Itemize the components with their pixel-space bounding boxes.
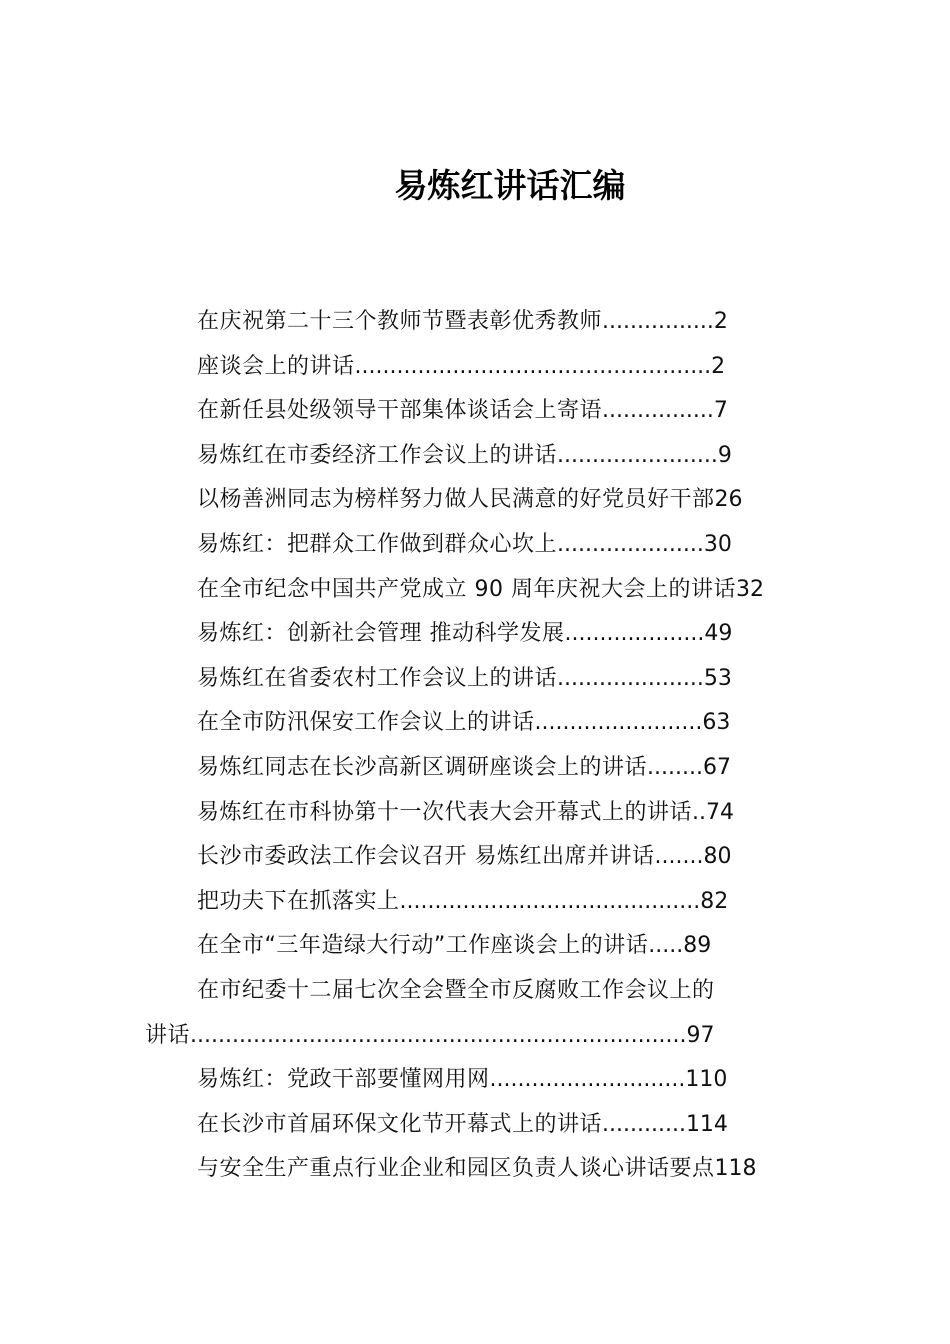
toc-leader: ................................................... (354, 353, 712, 379)
toc-entry[interactable] (197, 347, 725, 387)
toc-page-number: 26 (714, 487, 743, 513)
toc-entry[interactable] (197, 926, 711, 966)
toc-entry[interactable] (197, 570, 764, 610)
toc-leader: ........................ (534, 710, 703, 736)
toc-entry-title: 在新任县处级领导干部集体谈话会上寄语 (197, 398, 603, 424)
toc-leader: ............ (602, 1111, 686, 1137)
toc-entry-title: 在庆祝第二十三个教师节暨表彰优秀教师 (197, 309, 603, 334)
toc-page-number: 9 (717, 442, 732, 468)
toc-entry[interactable] (197, 971, 715, 1011)
toc-leader: ....................................................................... (190, 1022, 687, 1048)
toc-page-number: 2 (713, 309, 728, 334)
toc-entry-title: 易炼红：党政干部要懂网用网 (197, 1067, 490, 1093)
toc-entry[interactable] (197, 659, 732, 699)
toc-entry[interactable] (197, 436, 732, 476)
toc-page-number: 63 (702, 710, 731, 736)
toc-page-number: 82 (700, 888, 729, 914)
toc-page-number: 97 (686, 1022, 715, 1048)
toc-entry[interactable] (197, 1149, 757, 1189)
toc-entry[interactable] (197, 748, 731, 788)
toc-page-number: 74 (706, 799, 735, 825)
toc-leader: ....... (654, 844, 704, 870)
toc-page-number: 89 (683, 933, 712, 959)
toc-page-number: 118 (714, 1156, 757, 1182)
toc-entry-title: 易炼红在市委经济工作会议上的讲话 (197, 442, 558, 468)
toc-page-number: 32 (735, 576, 764, 602)
toc-leader: ....................... (557, 442, 718, 468)
toc-entry-title: 在全市防汛保安工作会议上的讲话 (197, 710, 535, 736)
toc-entry[interactable] (197, 614, 732, 654)
toc-entry[interactable] (197, 793, 734, 833)
toc-entry[interactable] (197, 1105, 728, 1145)
document-title: 易炼红讲话汇编 (394, 166, 626, 205)
toc-entry-continuation[interactable] (145, 1016, 715, 1056)
toc-leader: ............................ (489, 1067, 686, 1093)
toc-leader: ................ (602, 398, 714, 424)
toc-leader: .. (692, 799, 707, 825)
toc-leader: ..................... (557, 532, 704, 557)
toc-entry[interactable] (197, 391, 728, 431)
toc-entry[interactable] (197, 837, 731, 877)
toc-page-number: 2 (711, 353, 726, 379)
toc-page-number: 49 (704, 621, 733, 647)
toc-entry-title: 讲话 (145, 1022, 191, 1048)
toc-entry-title: 在市纪委十二届七次全会暨全市反腐败工作会议上的 (197, 978, 715, 1003)
toc-page-number: 80 (703, 844, 732, 870)
toc-entry-title: 易炼红在市科协第十一次代表大会开幕式上的讲话 (197, 799, 693, 825)
toc-page-number: 67 (702, 755, 731, 780)
toc-page-number: 30 (703, 532, 732, 557)
toc-entry[interactable] (197, 1060, 727, 1100)
toc-entry[interactable] (197, 882, 728, 922)
toc-entry-title: 在全市纪念中国共产党成立 90 周年庆祝大会上的讲话 (197, 576, 736, 602)
toc-leader: ........................................... (399, 888, 701, 914)
toc-entry-title: 在全市“三年造绿大行动”工作座谈会上的讲话 (197, 933, 649, 959)
toc-entry-title: 长沙市委政法工作会议召开 易炼红出席并讲话 (197, 844, 655, 870)
toc-page-number: 7 (713, 398, 728, 424)
toc-entry[interactable] (197, 703, 730, 743)
toc-leader: .................... (564, 621, 705, 647)
toc-leader: ..................... (557, 665, 704, 691)
toc-entry[interactable] (197, 302, 728, 342)
toc-entry[interactable] (197, 480, 743, 520)
toc-page-number: 114 (685, 1111, 728, 1137)
toc-entry-title: 易炼红：把群众工作做到群众心坎上 (197, 532, 558, 557)
toc-page-number: 110 (685, 1067, 728, 1093)
toc-entry[interactable] (197, 525, 732, 565)
toc-page-number: 53 (703, 665, 732, 691)
toc-entry-title: 把功夫下在抓落实上 (197, 888, 400, 914)
toc-leader: ........ (647, 755, 703, 780)
toc-entry-title: 以杨善洲同志为榜样努力做人民满意的好党员好干部 (197, 487, 715, 513)
toc-entry-title: 与安全生产重点行业企业和园区负责人谈心讲话要点 (197, 1156, 715, 1182)
toc-entry-title: 易炼红：创新社会管理 推动科学发展 (197, 621, 565, 647)
toc-leader: ................ (602, 309, 714, 334)
toc-entry-title: 在长沙市首届环保文化节开幕式上的讲话 (197, 1111, 603, 1137)
toc-entry-title: 易炼红同志在长沙高新区调研座谈会上的讲话 (197, 755, 648, 780)
toc-entry-title: 座谈会上的讲话 (197, 353, 355, 379)
toc-leader: ..... (648, 933, 684, 959)
toc-entry-title: 易炼红在省委农村工作会议上的讲话 (197, 665, 558, 691)
